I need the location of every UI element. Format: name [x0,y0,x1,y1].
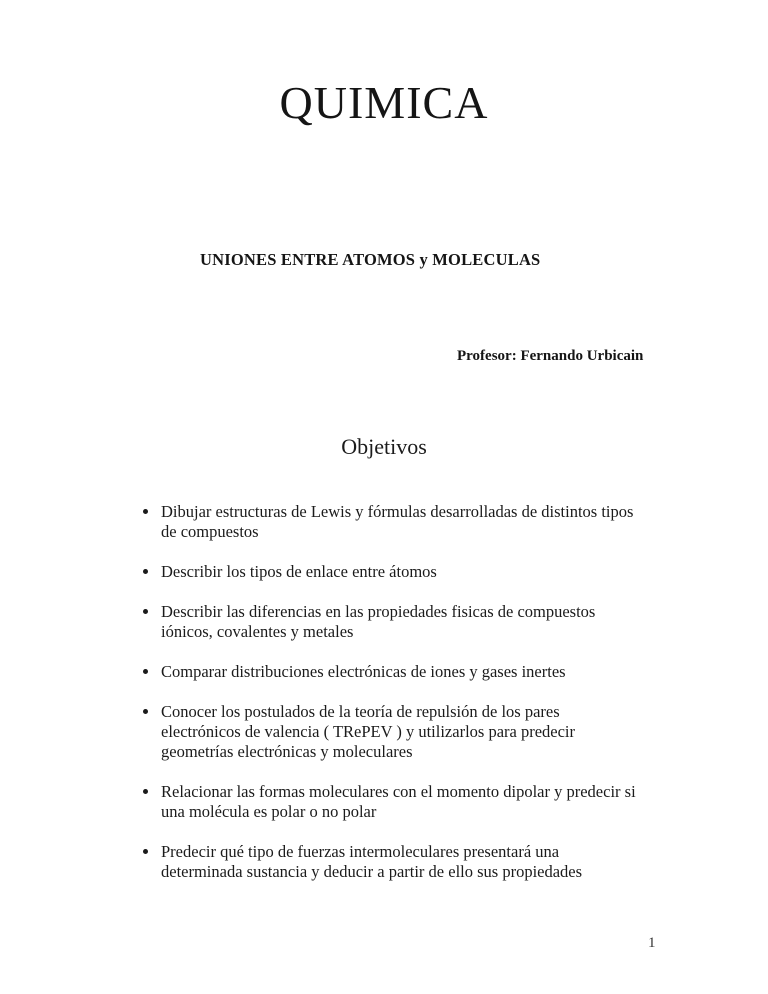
objectives-block [138,502,643,902]
objectives-list [138,502,643,882]
objective-item: • Describir los tipos de enlace entre átomos [160,562,643,582]
objective-item: • Comparar distribuciones electrónicas de iones y gases inertes [160,662,643,682]
objective-item: • Dibujar estructuras de Lewis y fórmulas desarrolladas de distintos tipos de compuestos [160,502,643,542]
objective-item: • Predecir qué tipo de fuerzas intermoleculares presentará una determinada sustancia y deducir a partir de ello sus propiedades [160,842,643,882]
section-title-objetivos: Objetivos [341,434,427,459]
document-title: QUIMICA [279,77,489,128]
objective-item: • Relacionar las formas moleculares con el momento dipolar y predecir si una molécula es polar o no polar [160,782,643,822]
professor-line: Profesor: Fernando Urbicain [457,348,644,364]
page-number: 1 [648,935,656,951]
document-subtitle: UNIONES ENTRE ATOMOS y MOLECULAS [200,250,541,269]
objective-item: • Conocer los postulados de la teoría de repulsión de los pares electrónicos de valencia ( TRePEV ) y utilizarlos para predecir geometrías electrónicas y moleculares [160,702,643,762]
objective-item: • Describir las diferencias en las propiedades fisicas de compuestos iónicos, covalentes y metales [160,602,643,642]
